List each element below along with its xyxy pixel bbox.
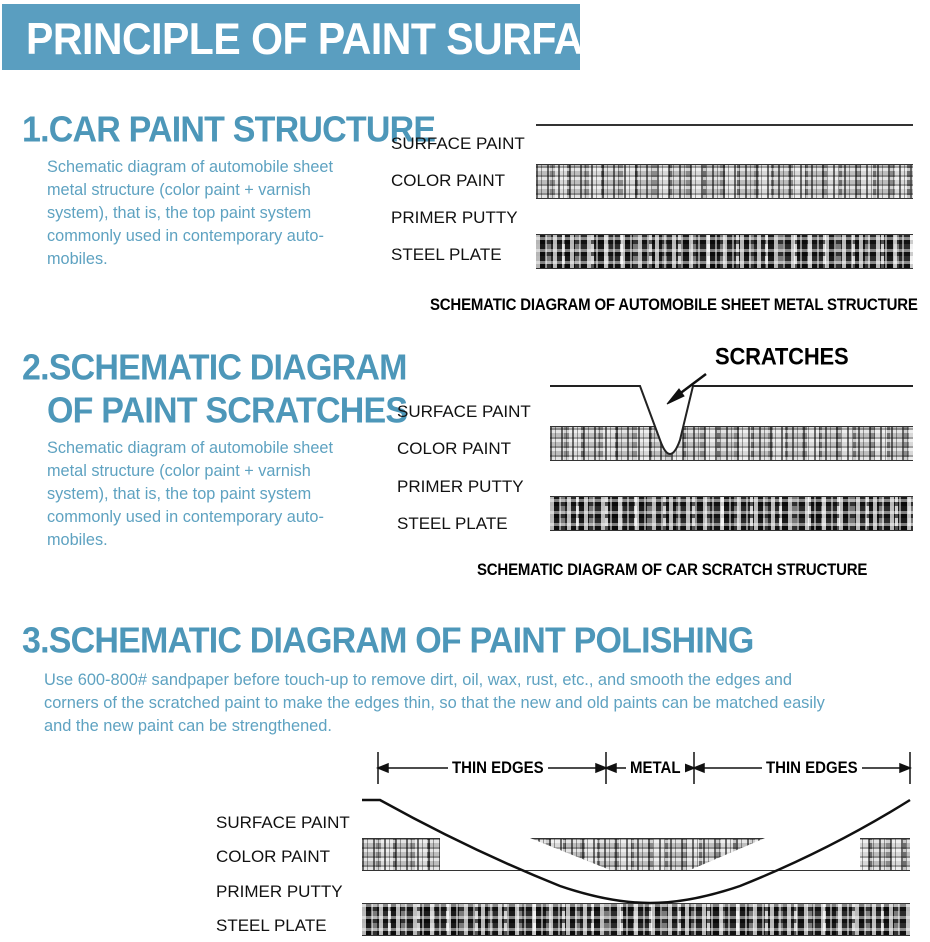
section1-body-line: mobiles. — [47, 250, 108, 268]
section2-body-line: system), that is, the top paint system — [47, 485, 312, 503]
section1-body-line: system), that is, the top paint system — [47, 204, 312, 222]
layer-label-primer: PRIMER PUTTY — [391, 208, 518, 227]
layer-label-steel: STEEL PLATE — [216, 916, 327, 935]
section1-body-line: Schematic diagram of automobile sheet — [47, 158, 333, 176]
section2-caption: SCHEMATIC DIAGRAM OF CAR SCRATCH STRUCTURE — [477, 561, 868, 580]
layer-label-steel: STEEL PLATE — [397, 514, 508, 533]
section2-heading-line2: OF PAINT SCRATCHES — [47, 391, 408, 431]
layer-label-primer: PRIMER PUTTY — [397, 477, 524, 496]
section2-body-line: Schematic diagram of automobile sheet — [47, 439, 333, 457]
page-title: PRINCIPLE OF PAINT SURFACE — [26, 14, 639, 64]
dimension-label-thin-edges-right: THIN EDGES — [762, 759, 862, 777]
section3-body-line: corners of the scratched paint to make the edges thin, so that the new and old paints can be matched easily — [44, 694, 825, 712]
section1-caption: SCHEMATIC DIAGRAM OF AUTOMOBILE SHEET METAL STRUCTURE — [430, 296, 918, 315]
section2-body-line: commonly used in contemporary auto- — [47, 508, 324, 526]
section3-body-line: and the new paint can be strengthened. — [44, 717, 332, 735]
section3-body-line: Use 600-800# sandpaper before touch-up to remove dirt, oil, wax, rust, etc., and smooth the edges and — [44, 671, 793, 689]
layer-label-color: COLOR PAINT — [216, 847, 330, 866]
layer-label-color: COLOR PAINT — [391, 171, 505, 190]
dimension-label-thin-edges-left: THIN EDGES — [448, 759, 548, 777]
layer-label-surface: SURFACE PAINT — [397, 402, 531, 421]
section1-body-line: metal structure (color paint + varnish — [47, 181, 311, 199]
layer-label-color: COLOR PAINT — [397, 439, 511, 458]
layer-label-surface: SURFACE PAINT — [216, 813, 350, 832]
layer-label-steel: STEEL PLATE — [391, 245, 502, 264]
section2-heading-line1: 2.SCHEMATIC DIAGRAM — [22, 348, 407, 388]
section2-body-line: mobiles. — [47, 531, 108, 549]
scratches-callout: SCRATCHES — [715, 343, 849, 370]
layer-label-primer: PRIMER PUTTY — [216, 882, 343, 901]
layer-label-surface: SURFACE PAINT — [391, 134, 525, 153]
section1-body-line: commonly used in contemporary auto- — [47, 227, 324, 245]
section1-heading: 1.CAR PAINT STRUCTURE — [22, 110, 436, 150]
section2-body-line: metal structure (color paint + varnish — [47, 462, 311, 480]
dimension-label-metal: METAL — [626, 759, 685, 777]
section3-heading: 3.SCHEMATIC DIAGRAM OF PAINT POLISHING — [22, 621, 754, 661]
